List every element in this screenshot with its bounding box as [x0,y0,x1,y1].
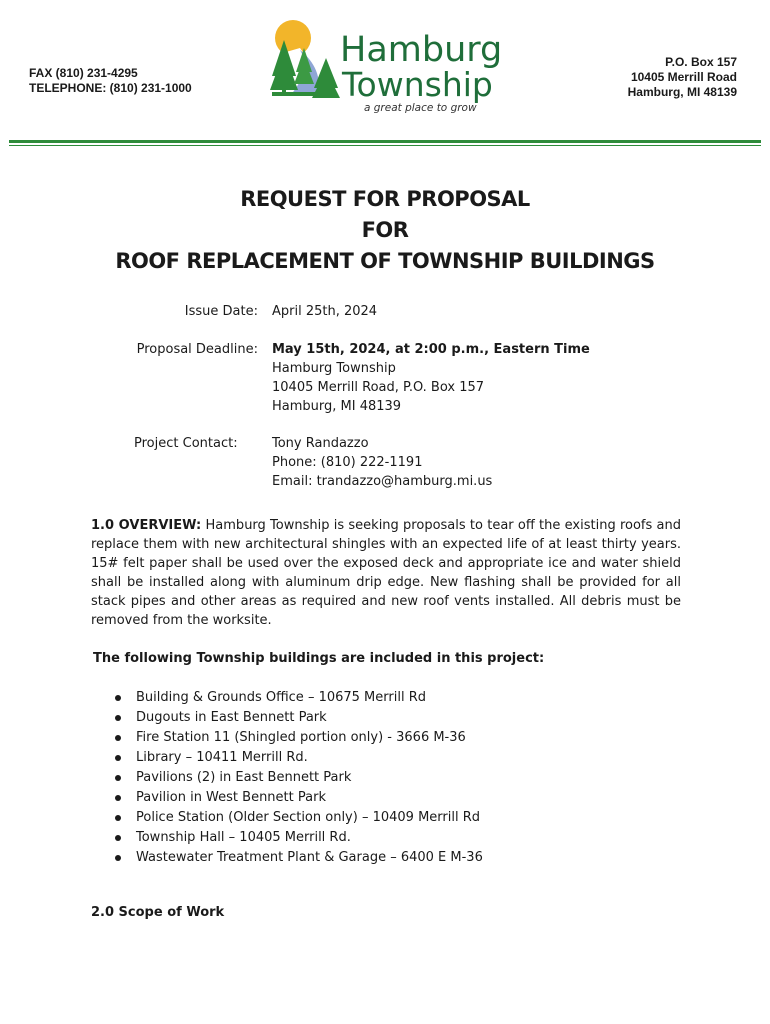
list-item [91,848,483,868]
city-state-zip: Hamburg, MI 48139 [627,85,737,99]
section-2-heading: 2.0 Scope of Work [91,905,225,920]
township-logo [270,18,502,118]
building-name: Township Hall – 10405 Merrill Rd. [136,830,351,845]
deadline-address-line-3: Hamburg, MI 48139 [272,399,402,414]
building-name: Wastewater Treatment Plant & Garage – 6400 E M-36 [136,850,483,865]
fax-number: FAX (810) 231-4295 [29,66,138,80]
deadline-address-line-2: 10405 Merrill Road, P.O. Box 157 [272,380,485,395]
logo-line-2: Township [342,65,493,104]
bullet-icon [115,815,121,821]
title-line-1: REQUEST FOR PROPOSAL [240,187,530,211]
building-name: Library – 10411 Merrill Rd. [136,750,308,765]
list-item [91,768,483,788]
list-item [91,808,483,828]
title-line-2: FOR [361,218,409,242]
document-title [0,184,770,277]
building-name: Dugouts in East Bennett Park [136,710,327,725]
list-item [91,728,483,748]
list-item [91,828,483,848]
deadline-label: Proposal Deadline: [136,342,258,357]
contact-phone: Phone: (810) 222-1191 [272,455,423,470]
bullet-icon [115,695,121,701]
issue-date-value: April 25th, 2024 [272,304,378,319]
bullet-icon [115,855,121,861]
building-name: Police Station (Older Section only) – 10409 Merrill Rd [136,810,481,825]
issue-date-label: Issue Date: [184,304,258,319]
mailing-address [628,55,737,100]
buildings-heading: The following Township buildings are included in this project: [93,651,545,666]
building-name: Pavilion in West Bennett Park [136,790,326,805]
buildings-list [91,688,483,868]
logo-tagline: a great place to grow [364,102,477,114]
overview-text: Hamburg Township is seeking proposals to tear off the existing roofs and replace them with new architectural shingles with an expected life of at least thirty years. 15# felt paper shall be used over the exposed deck and appropriate ice and water shield shall be installed along with aluminum drip edge. New flashing shall be provided for all stack pipes and other areas as required and new roof vents installed. All debris must be removed from the worksite. [91,518,681,628]
deadline-address-line-1: Hamburg Township [272,361,396,376]
building-name: Pavilions (2) in East Bennett Park [136,770,352,785]
building-name: Building & Grounds Office – 10675 Merrill Rd [136,690,426,705]
list-item [91,688,483,708]
bullet-icon [115,775,121,781]
list-item [91,708,483,728]
contact-email: Email: trandazzo@hamburg.mi.us [272,474,493,489]
po-box: P.O. Box 157 [665,55,737,69]
overview-heading: 1.0 OVERVIEW: [91,518,202,533]
overview-paragraph [91,516,681,630]
logo-line-1: Hamburg [340,30,503,70]
header-divider-thick [9,140,761,143]
contact-label: Project Contact: [134,436,238,451]
list-item [91,788,483,808]
building-name: Fire Station 11 (Shingled portion only) - 3666 M-36 [136,730,466,745]
bullet-icon [115,795,121,801]
deadline-value: May 15th, 2024, at 2:00 p.m., Eastern Time [272,342,590,357]
bullet-icon [115,715,121,721]
contact-name: Tony Randazzo [272,436,369,451]
bullet-icon [115,835,121,841]
telephone-number: TELEPHONE: (810) 231-1000 [29,81,192,95]
title-line-3: ROOF REPLACEMENT OF TOWNSHIP BUILDINGS [115,249,655,273]
list-item [91,748,483,768]
header-divider-thin [9,145,761,146]
bullet-icon [115,735,121,741]
contact-numbers [29,66,192,96]
bullet-icon [115,755,121,761]
street-address: 10405 Merrill Road [630,70,737,84]
